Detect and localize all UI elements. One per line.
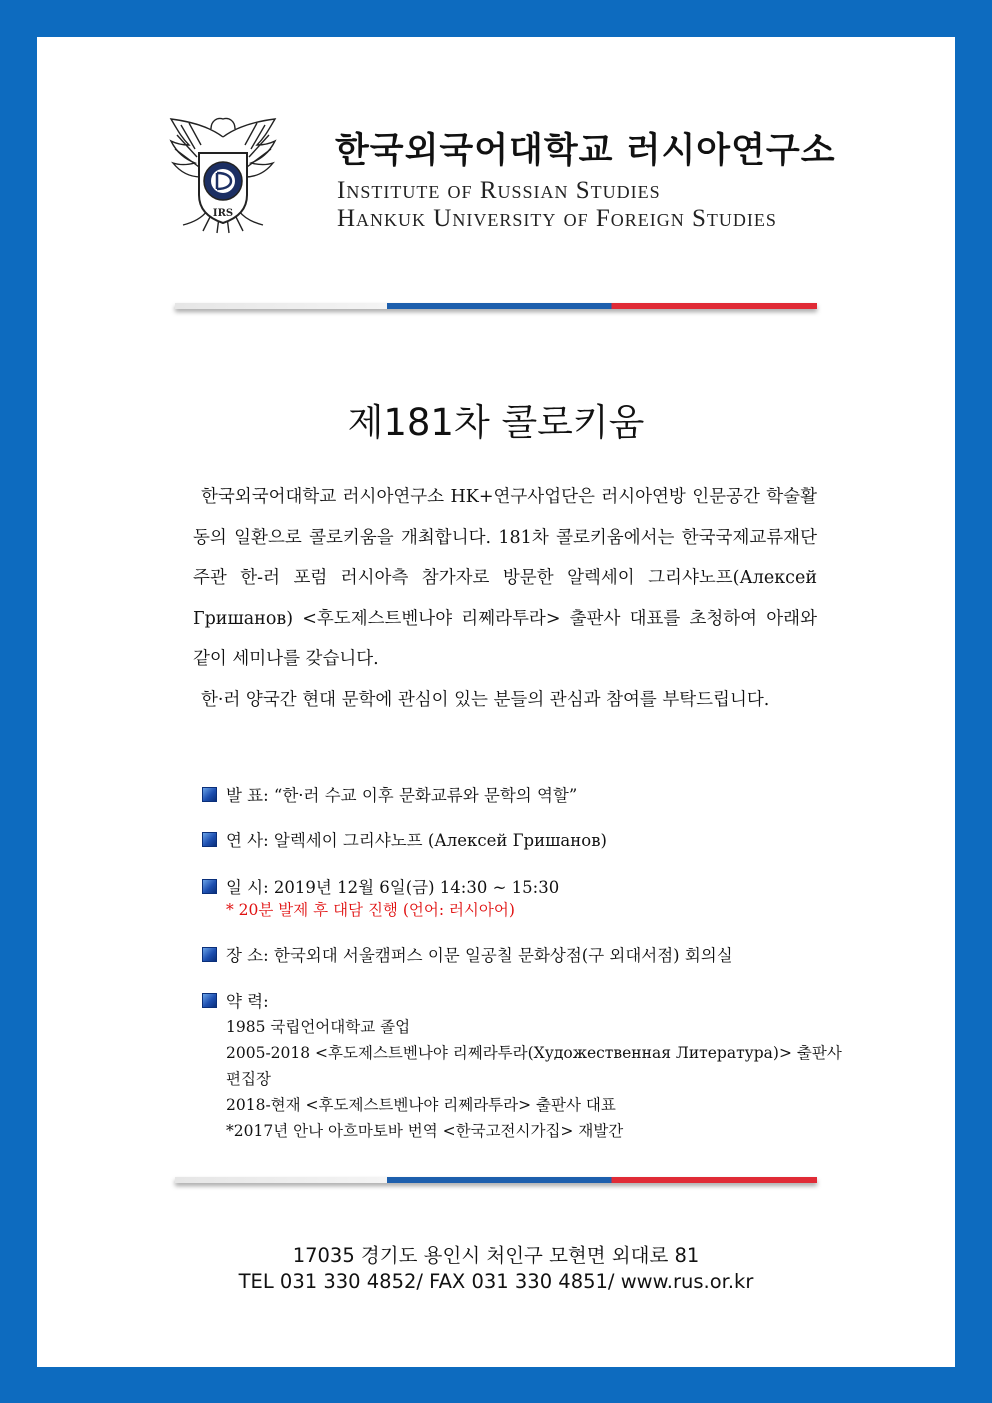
square-bullet-icon	[202, 787, 217, 802]
detail-place	[202, 942, 733, 966]
emblem-label: IRS	[212, 208, 234, 219]
poster-page	[37, 37, 955, 1367]
detail-place-text: 장 소: 한국외대 서울캠퍼스 이문 일공칠 문화상점(구 외대서점) 회의실	[226, 946, 733, 965]
intro-paragraph-1: 한국외국어대학교 러시아연구소 HK+연구사업단은 러시아연방 인문공간 학술활동의 일환으로 콜로키움을 개최합니다. 181차 콜로키움에서는 한국국제교류재단 주관 한-러 포럼 러시아측 참가자로 방문한 알렉세이 그리샤노프(Алексей Гришанов) <후도제스트벤나야 리쩨라투라> 출판사 대표를 초청하여 아래와 같이 세미나를 갖습니다.	[193, 487, 817, 669]
detail-speaker-text: 연 사: 알렉세이 그리샤노프 (Алексей Гришанов)	[226, 831, 607, 850]
footer-contact: TEL 031 330 4852/ FAX 031 330 4851/ www.rus.or.kr	[238, 1270, 754, 1293]
datetime-note: * 20분 발제 후 대담 진행 (언어: 러시아어)	[226, 901, 515, 919]
career-list	[226, 1014, 842, 1144]
detail-career-label: 약 력:	[226, 992, 269, 1011]
detail-career	[202, 988, 269, 1012]
square-bullet-icon	[202, 832, 217, 847]
top-tricolor-divider	[175, 303, 817, 309]
institute-header	[167, 113, 836, 238]
footer-address: 17035 경기도 용인시 처인구 모현면 외대로 81	[292, 1244, 700, 1267]
university-name-english: Hankuk University of Foreign Studies	[337, 205, 777, 232]
eagle-emblem-icon	[167, 115, 279, 235]
detail-presentation-text: 발 표: “한·러 수교 이후 문화교류와 문학의 역할”	[226, 786, 578, 805]
detail-speaker	[202, 827, 607, 851]
bottom-tricolor-divider	[175, 1177, 817, 1183]
institute-name-korean: 한국외국어대학교 러시아연구소	[335, 131, 836, 171]
square-bullet-icon	[202, 947, 217, 962]
square-bullet-icon	[202, 879, 217, 894]
career-line: 편집장	[226, 1070, 271, 1088]
career-line: 1985 국립언어대학교 졸업	[226, 1018, 411, 1036]
career-line: 2005-2018 <후도제스트벤나야 리쩨라투라(Художественная Литература)> 출판사	[226, 1044, 842, 1062]
career-line: *2017년 안나 아흐마토바 번역 <한국고전시가집> 재발간	[226, 1122, 624, 1140]
detail-presentation	[202, 782, 577, 806]
career-line: 2018-현재 <후도제스트벤나야 리쩨라투라> 출판사 대표	[226, 1096, 616, 1114]
square-bullet-icon	[202, 993, 217, 1008]
detail-datetime-text: 일 시: 2019년 12월 6일(금) 14:30 ~ 15:30	[226, 878, 560, 897]
page-title: 제181차 콜로키움	[347, 401, 645, 444]
intro-text	[193, 477, 817, 720]
intro-paragraph-2: 한·러 양국간 현대 문학에 관심이 있는 분들의 관심과 참여를 부탁드립니다.	[201, 689, 770, 710]
detail-datetime	[202, 874, 559, 898]
institute-name-english: Institute of Russian Studies	[337, 177, 661, 204]
